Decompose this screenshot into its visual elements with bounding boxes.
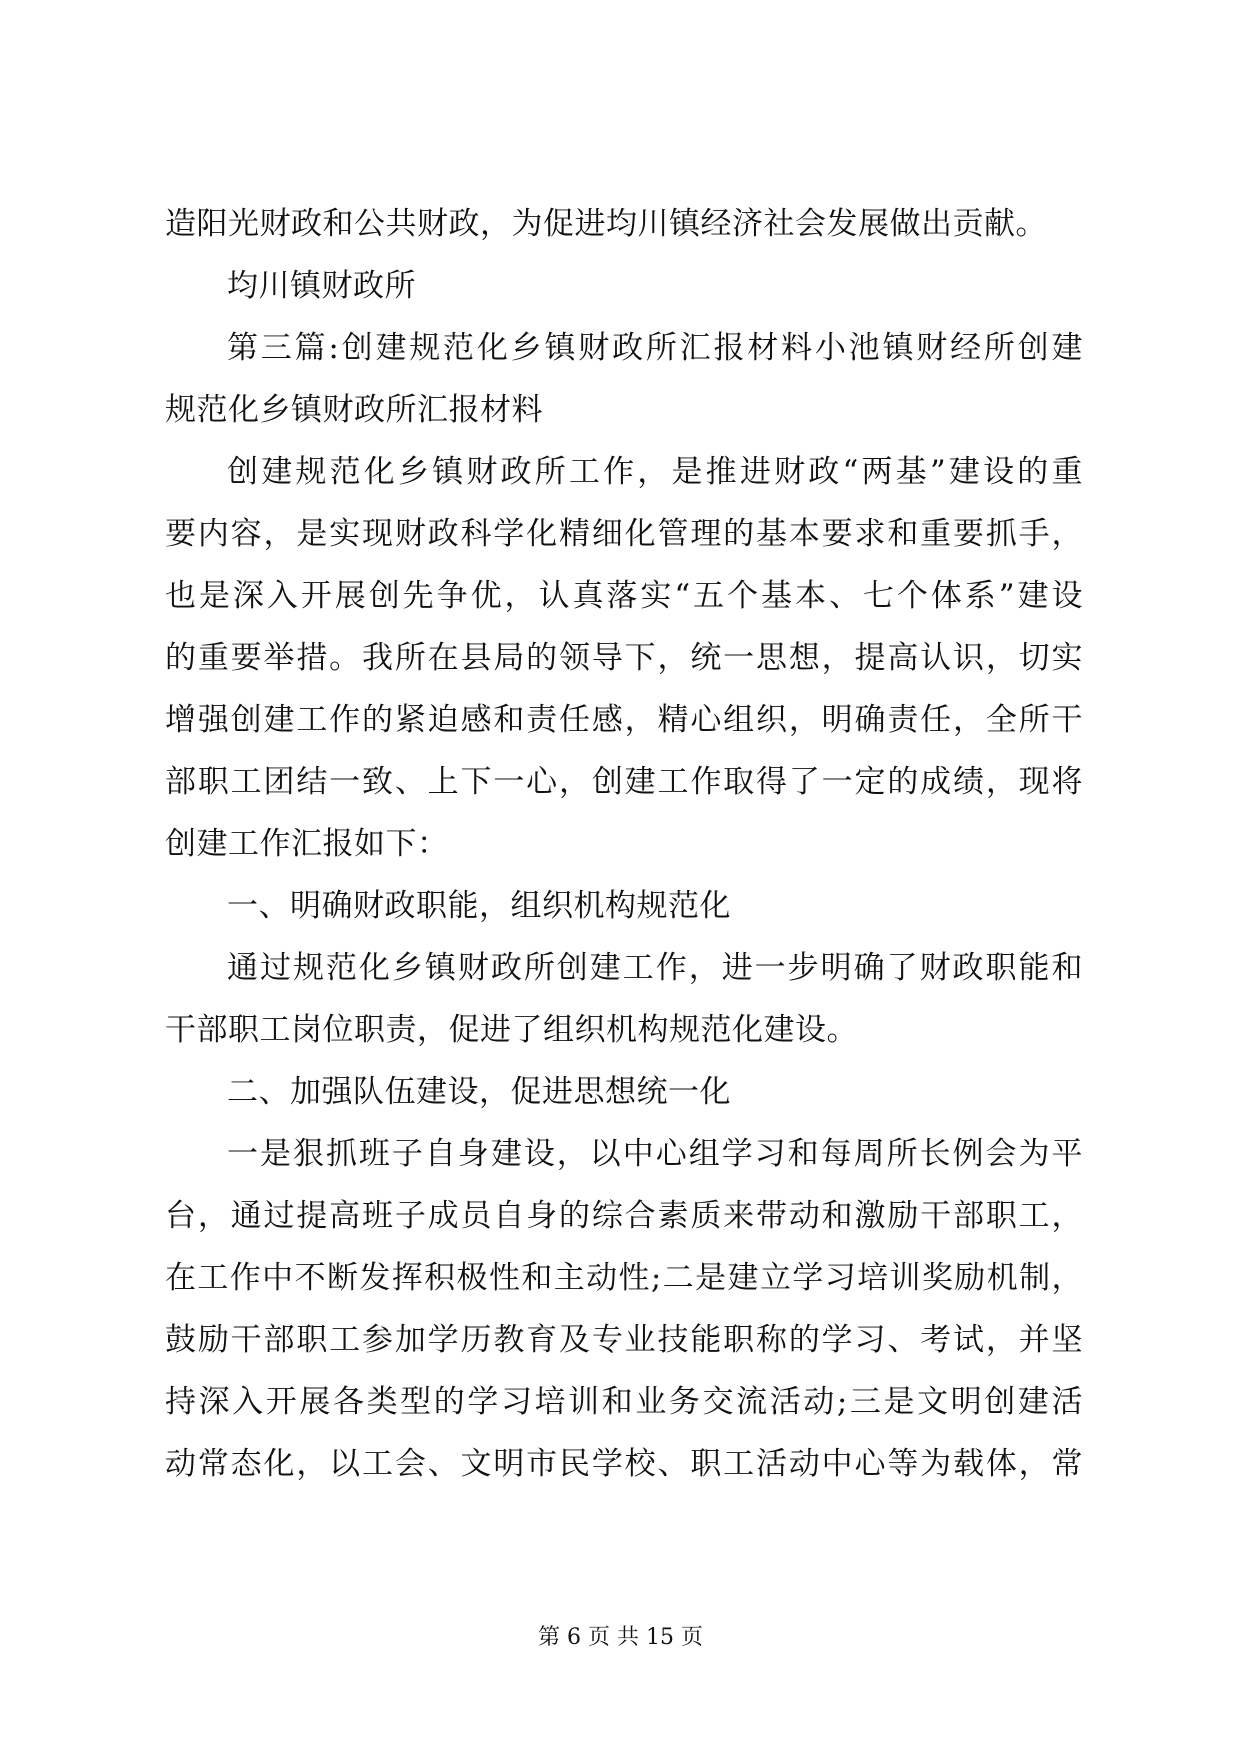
text-line: 第三篇:创建规范化乡镇财政所汇报材料小池镇财经所创建 [227,330,1083,366]
text-line: 部职工团结一致、上下一心，创建工作取得了一定的成绩，现将 [165,764,1083,800]
text-line: 也是深入开展创先争优，认真落实“五个基本、七个体系”建设 [165,578,1083,614]
text-line: 创建工作汇报如下： [165,826,449,862]
text-line: 干部职工岗位职责，促进了组织机构规范化建设。 [165,1012,858,1048]
document-body [165,193,1083,1495]
text-line: 均川镇财政所 [227,268,416,304]
text-line: 要内容，是实现财政科学化精细化管理的基本要求和重要抓手， [165,516,1083,552]
text-line: 通过规范化乡镇财政所创建工作，进一步明确了财政职能和 [227,950,1083,986]
text-line: 台，通过提高班子成员自身的综合素质来带动和激励干部职工， [165,1198,1083,1234]
text-line: 的重要举措。我所在县局的领导下，统一思想，提高认识，切实 [165,640,1083,676]
text-line: 造阳光财政和公共财政，为促进均川镇经济社会发展做出贡献。 [165,206,1047,242]
text-line: 持深入开展各类型的学习培训和业务交流活动;三是文明创建活 [165,1384,1083,1420]
text-line: 二、加强队伍建设，促进思想统一化 [227,1074,731,1110]
text-line: 规范化乡镇财政所汇报材料 [165,392,543,428]
text-line: 创建规范化乡镇财政所工作，是推进财政“两基”建设的重 [227,454,1083,490]
text-line: 一、明确财政职能，组织机构规范化 [227,888,731,924]
text-line: 增强创建工作的紧迫感和责任感，精心组织，明确责任，全所干 [165,702,1083,738]
text-line: 鼓励干部职工参加学历教育及专业技能职称的学习、考试，并坚 [165,1322,1083,1358]
text-line: 一是狠抓班子自身建设，以中心组学习和每周所长例会为平 [227,1136,1083,1172]
page-footer: 第 6 页 共 15 页 [538,1625,703,1650]
text-line: 动常态化，以工会、文明市民学校、职工活动中心等为载体，常 [165,1446,1083,1482]
text-line: 在工作中不断发挥积极性和主动性;二是建立学习培训奖励机制， [165,1260,1083,1296]
